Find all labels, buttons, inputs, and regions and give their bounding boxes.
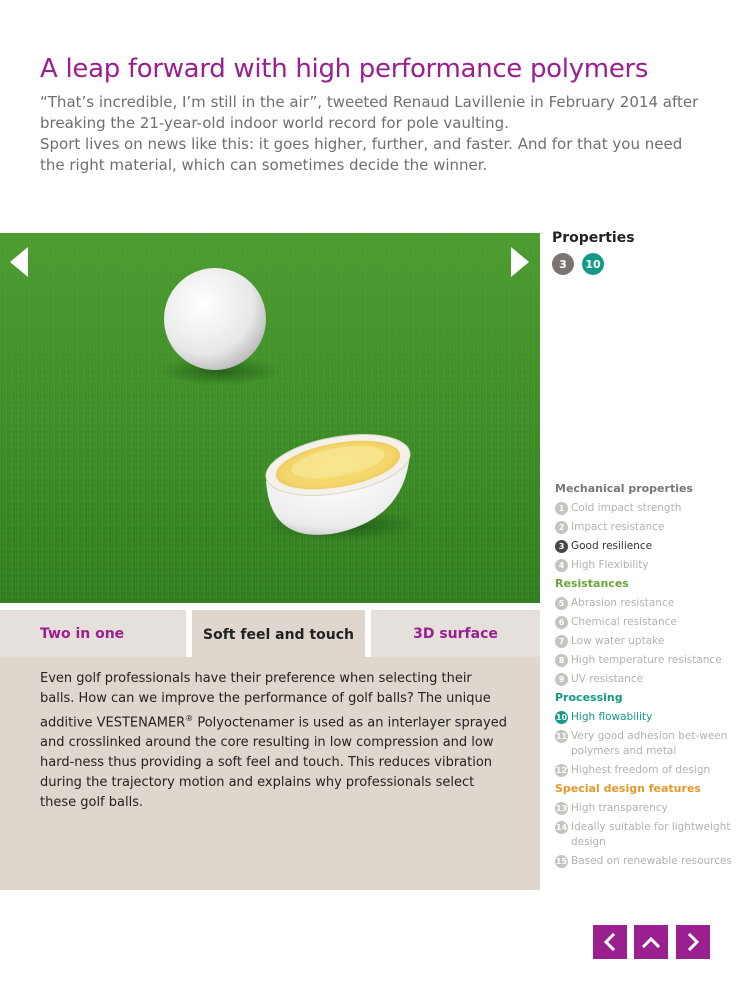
property-item: 15 Based on renewable resources [555, 855, 732, 867]
property-item: 9 UV resistance [555, 672, 745, 687]
property-item: 5 Abrasion resistance [555, 596, 745, 611]
hero-next-button[interactable] [509, 245, 531, 279]
tab-content-panel [0, 657, 540, 890]
scroll-top-button[interactable] [634, 925, 668, 959]
properties-title: Properties [552, 230, 635, 246]
tab-content-text: Even golf professionals have their preference when selecting their balls. How can we improve the performance of golf balls? The unique additive VESTENAMER® Polyoctenamer is used as an interlayer sprayed and crosslinked around the core resulting in low compression and low hard-ness thus providing a soft feel and touch. This reduces vibration during the trajectory motion and explains why professionals select these golf balls. [40, 671, 507, 811]
property-item: 12 Highest freedom of design [555, 764, 711, 776]
chevron-up-icon [642, 933, 660, 951]
property-badge-10[interactable]: 10 [582, 253, 604, 275]
property-item-highlighted: 10 High flowability [555, 711, 653, 723]
page-title: A leap forward with high performance polymers [40, 54, 649, 84]
tab-3d-surface[interactable]: 3D surface [371, 610, 540, 657]
chevron-right-icon [509, 245, 531, 279]
hero-prev-button[interactable] [8, 245, 30, 279]
section-special-design-features: Special design features [555, 782, 701, 795]
chevron-left-icon [8, 245, 30, 279]
property-item: 8 High temperature resistance [555, 653, 745, 668]
chevron-left-icon [601, 933, 619, 951]
intro-paragraph-quote: “That’s incredible, I’m still in the air”, tweeted Renaud Lavillenie in February 2014 after breaking the 21-year-old indoor world record for pole vaulting. [40, 93, 699, 132]
property-item: 6 Chemical resistance [555, 615, 745, 630]
property-item: 1 Cold impact strength [555, 501, 745, 516]
section-resistances: Resistances [555, 577, 629, 590]
section-processing: Processing [555, 691, 623, 704]
property-item-highlighted: 3 Good resilience [555, 539, 745, 554]
chevron-right-icon [684, 933, 702, 951]
prev-page-button[interactable] [593, 925, 627, 959]
properties-list [555, 478, 745, 869]
next-page-button[interactable] [676, 925, 710, 959]
intro-paragraph-sport: Sport lives on news like this: it goes higher, further, and faster. And for that you need the right material, which can sometimes decide the winner. [40, 135, 683, 174]
section-mechanical-properties: Mechanical properties [555, 482, 693, 495]
tab-bar [0, 603, 540, 657]
property-item: 11 Very good adhesion bet-ween polymers and metal [555, 730, 728, 757]
golf-balls-on-turf-image [0, 233, 540, 603]
property-badge-3[interactable]: 3 [552, 253, 574, 275]
intro-text [40, 92, 710, 176]
property-item: 14 Ideally suitable for lightweight design [555, 821, 731, 848]
tab-two-in-one[interactable]: Two in one [0, 610, 186, 657]
property-item: 4 High Flexibility [555, 558, 745, 573]
property-item: 7 Low water uptake [555, 634, 745, 649]
property-item: 13 High transparency [555, 802, 668, 814]
properties-badges [552, 253, 604, 275]
property-item: 2 Impact resistance [555, 520, 745, 535]
tab-soft-feel-and-touch[interactable]: Soft feel and touch [192, 610, 365, 660]
